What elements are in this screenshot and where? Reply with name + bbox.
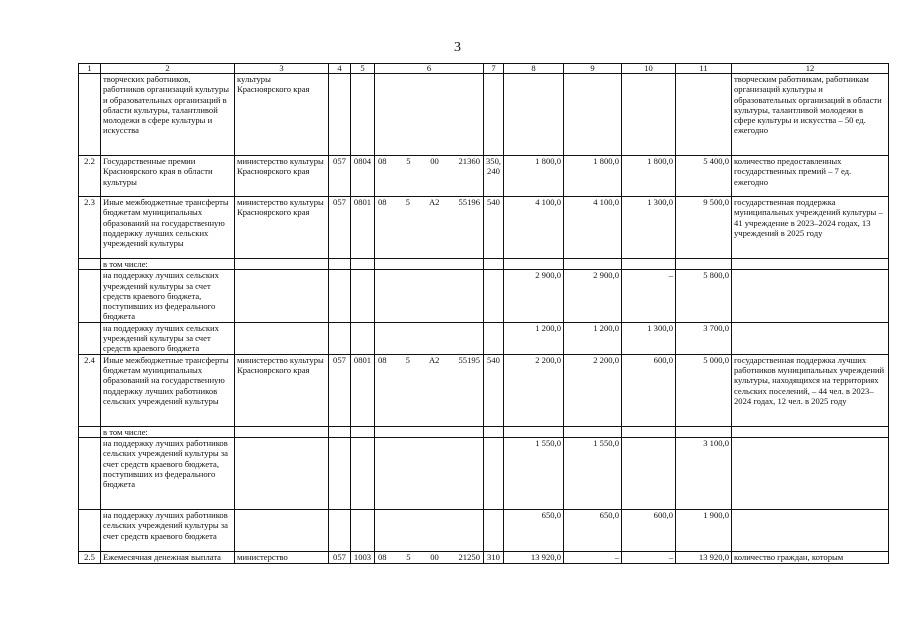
item-number-cell — [79, 437, 101, 509]
grbs-code-cell: 057 — [329, 551, 351, 563]
expected-result-cell — [732, 322, 889, 354]
column-number: 7 — [484, 64, 504, 74]
amount-2024-cell: 1 550,0 — [564, 437, 622, 509]
amount-2023-cell — [504, 259, 564, 270]
item-number-cell: 2.2 — [79, 156, 101, 197]
amount-2025-cell: – — [622, 270, 676, 322]
target-article-part: 21360 — [458, 156, 480, 166]
target-article-cell — [375, 156, 484, 197]
grbs-code-cell — [329, 322, 351, 354]
item-name-cell: творческих работников, работников организаций культуры и образовательных организаций в области культуры, талантливой молодежи в сфере культуры и искусства — [101, 74, 235, 156]
column-number: 8 — [504, 64, 564, 74]
expected-result-cell — [732, 259, 889, 270]
item-name-cell: Иные межбюджетные трансферты бюджетам муниципальных образований на государственную поддержку лучших сельских учреждений культуры — [101, 197, 235, 259]
target-article-cell — [375, 74, 484, 156]
table-row — [79, 270, 889, 322]
table-row — [79, 551, 889, 563]
grbs-code-cell: 057 — [329, 197, 351, 259]
amount-2023-cell: 1 550,0 — [504, 437, 564, 509]
amount-2025-cell: 600,0 — [622, 354, 676, 426]
column-number: 5 — [351, 64, 375, 74]
section-code-cell — [351, 426, 375, 437]
amount-2023-cell: 1 800,0 — [504, 156, 564, 197]
administrator-cell: министерство — [235, 551, 329, 563]
expected-result-cell: творческим работникам, работникам организаций культуры и образовательных организаций в области культуры, талантливой молодежи в сфере культуры и искусства – 50 ед. ежегодно — [732, 74, 889, 156]
target-article-cell — [375, 197, 484, 259]
column-number: 4 — [329, 64, 351, 74]
target-article-part: 08 — [378, 156, 387, 166]
amount-2023-cell: 4 100,0 — [504, 197, 564, 259]
amount-2025-cell — [622, 437, 676, 509]
amount-total-cell: 5 800,0 — [676, 270, 732, 322]
table-row — [79, 509, 889, 551]
section-code-cell: 0801 — [351, 354, 375, 426]
target-article-part: 5 — [406, 156, 411, 166]
expense-type-cell: 540 — [484, 197, 504, 259]
table-row — [79, 426, 889, 437]
amount-total-cell: 13 920,0 — [676, 551, 732, 563]
amount-total-cell: 5 400,0 — [676, 156, 732, 197]
amount-2023-cell: 1 200,0 — [504, 322, 564, 354]
amount-total-cell — [676, 259, 732, 270]
column-number: 3 — [235, 64, 329, 74]
amount-2023-cell: 2 200,0 — [504, 354, 564, 426]
item-number-cell — [79, 259, 101, 270]
grbs-code-cell — [329, 74, 351, 156]
item-name-cell: в том числе: — [101, 259, 235, 270]
expected-result-cell — [732, 270, 889, 322]
amount-2025-cell: – — [622, 551, 676, 563]
column-number: 9 — [564, 64, 622, 74]
amount-2025-cell: 1 300,0 — [622, 322, 676, 354]
item-number-cell — [79, 270, 101, 322]
budget-table — [78, 63, 889, 564]
target-article-part: 5 — [405, 197, 410, 207]
administrator-cell — [235, 259, 329, 270]
target-article-part: 00 — [430, 551, 439, 562]
amount-2023-cell: 2 900,0 — [504, 270, 564, 322]
expected-result-cell: государственная поддержка лучших работников муниципальных учреждений культуры, находящихся на территориях сельских поселений, – 44 чел. в 2023–2024 годах, 12 чел. в 2025 году — [732, 354, 889, 426]
expected-result-cell: государственная поддержка муниципальных учреждений культуры – 41 учреждение в 2023–2024 годах, 13 учреждений в 2025 году — [732, 197, 889, 259]
section-code-cell — [351, 259, 375, 270]
item-name-cell: на поддержку лучших работников сельских учреждений культуры за счет средств краевого бюджета, поступивших из федерального бюджета — [101, 437, 235, 509]
item-name-cell: на поддержку лучших работников сельских учреждений культуры за счет средств краевого бюджета — [101, 509, 235, 551]
expense-type-cell — [484, 426, 504, 437]
grbs-code-cell — [329, 259, 351, 270]
amount-2024-cell — [564, 259, 622, 270]
section-code-cell — [351, 322, 375, 354]
grbs-code-cell — [329, 437, 351, 509]
amount-2024-cell: 2 900,0 — [564, 270, 622, 322]
target-article-cell — [375, 509, 484, 551]
administrator-cell: министерство культуры Красноярского края — [235, 197, 329, 259]
grbs-code-cell: 057 — [329, 354, 351, 426]
amount-total-cell — [676, 426, 732, 437]
table-row — [79, 354, 889, 426]
target-article-cell — [375, 270, 484, 322]
administrator-cell — [235, 509, 329, 551]
amount-2025-cell: 1 800,0 — [622, 156, 676, 197]
amount-2024-cell: 650,0 — [564, 509, 622, 551]
amount-2025-cell: 1 300,0 — [622, 197, 676, 259]
amount-2024-cell: 1 200,0 — [564, 322, 622, 354]
expected-result-cell: количество предоставленных государственных премий – 7 ед. ежегодно — [732, 156, 889, 197]
target-article-part: 5 — [405, 354, 410, 365]
expense-type-cell — [484, 74, 504, 156]
item-name-cell: на поддержку лучших сельских учреждений культуры за счет средств краевого бюджета — [101, 322, 235, 354]
item-number-cell — [79, 74, 101, 156]
grbs-code-cell — [329, 509, 351, 551]
target-article-part: 08 — [378, 551, 387, 562]
administrator-cell — [235, 437, 329, 509]
table-row — [79, 74, 889, 156]
grbs-code-cell — [329, 426, 351, 437]
target-article-part: 08 — [378, 354, 387, 365]
target-article-cell — [375, 426, 484, 437]
item-name-cell: в том числе: — [101, 426, 235, 437]
section-code-cell — [351, 270, 375, 322]
administrator-cell — [235, 270, 329, 322]
expense-type-cell — [484, 437, 504, 509]
expected-result-cell — [732, 437, 889, 509]
item-number-cell: 2.4 — [79, 354, 101, 426]
administrator-cell: культуры Красноярского края — [235, 74, 329, 156]
amount-2023-cell — [504, 426, 564, 437]
column-number: 6 — [375, 64, 484, 74]
item-name-cell: Иные межбюджетные трансферты бюджетам муниципальных образований на государственную поддержку лучших работников сельских учреждений культуры — [101, 354, 235, 426]
amount-total-cell: 9 500,0 — [676, 197, 732, 259]
administrator-cell — [235, 322, 329, 354]
table-row — [79, 156, 889, 197]
item-number-cell — [79, 426, 101, 437]
item-number-cell — [79, 509, 101, 551]
expected-result-cell: количество граждан, которым — [732, 551, 889, 563]
section-code-cell — [351, 509, 375, 551]
column-number: 11 — [676, 64, 732, 74]
expense-type-cell: 540 — [484, 354, 504, 426]
amount-total-cell: 3 100,0 — [676, 437, 732, 509]
amount-2023-cell — [504, 74, 564, 156]
amount-total-cell — [676, 74, 732, 156]
amount-total-cell: 1 900,0 — [676, 509, 732, 551]
section-code-cell — [351, 74, 375, 156]
item-number-cell: 2.5 — [79, 551, 101, 563]
table-row — [79, 322, 889, 354]
amount-2023-cell: 650,0 — [504, 509, 564, 551]
administrator-cell: министерство культуры Красноярского края — [235, 354, 329, 426]
administrator-cell: министерство культуры Красноярского края — [235, 156, 329, 197]
column-number: 2 — [101, 64, 235, 74]
column-number: 1 — [79, 64, 101, 74]
item-number-cell: 2.3 — [79, 197, 101, 259]
target-article-cell — [375, 551, 484, 563]
target-article-cell — [375, 259, 484, 270]
section-code-cell: 1003 — [351, 551, 375, 563]
item-name-cell: на поддержку лучших сельских учреждений культуры за счет средств краевого бюджета, поступивших из федерального бюджета — [101, 270, 235, 322]
amount-2025-cell — [622, 426, 676, 437]
target-article-part: 21250 — [458, 551, 480, 562]
target-article-part: 55196 — [458, 197, 480, 207]
table-row — [79, 259, 889, 270]
amount-2024-cell — [564, 74, 622, 156]
item-name-cell: Государственные премии Красноярского края в области культуры — [101, 156, 235, 197]
item-number-cell — [79, 322, 101, 354]
table-row — [79, 197, 889, 259]
section-code-cell: 0801 — [351, 197, 375, 259]
expense-type-cell — [484, 259, 504, 270]
page-number: 3 — [454, 40, 461, 55]
expected-result-cell — [732, 426, 889, 437]
expense-type-cell: 310 — [484, 551, 504, 563]
amount-2024-cell — [564, 426, 622, 437]
section-code-cell: 0804 — [351, 156, 375, 197]
administrator-cell — [235, 426, 329, 437]
amount-2024-cell: – — [564, 551, 622, 563]
expected-result-cell — [732, 509, 889, 551]
target-article-part: 08 — [378, 197, 387, 207]
item-name-cell: Ежемесячная денежная выплата — [101, 551, 235, 563]
target-article-part: А2 — [428, 197, 440, 207]
expense-type-cell: 350, 240 — [484, 156, 504, 197]
target-article-cell — [375, 322, 484, 354]
target-article-part: 00 — [430, 156, 439, 166]
expense-type-cell — [484, 270, 504, 322]
section-code-cell — [351, 437, 375, 509]
column-number-row — [79, 64, 889, 74]
target-article-part: А2 — [428, 354, 440, 365]
amount-total-cell: 3 700,0 — [676, 322, 732, 354]
amount-2025-cell: 600,0 — [622, 509, 676, 551]
target-article-cell — [375, 354, 484, 426]
target-article-part: 55195 — [458, 354, 480, 365]
target-article-part: 5 — [406, 551, 411, 562]
amount-2024-cell: 4 100,0 — [564, 197, 622, 259]
amount-total-cell: 5 000,0 — [676, 354, 732, 426]
column-number: 10 — [622, 64, 676, 74]
amount-2023-cell: 13 920,0 — [504, 551, 564, 563]
expense-type-cell — [484, 322, 504, 354]
table-row — [79, 437, 889, 509]
expense-type-cell — [484, 509, 504, 551]
target-article-cell — [375, 437, 484, 509]
amount-2025-cell — [622, 259, 676, 270]
amount-2025-cell — [622, 74, 676, 156]
column-number: 12 — [732, 64, 889, 74]
grbs-code-cell — [329, 270, 351, 322]
grbs-code-cell: 057 — [329, 156, 351, 197]
amount-2024-cell: 2 200,0 — [564, 354, 622, 426]
amount-2024-cell: 1 800,0 — [564, 156, 622, 197]
